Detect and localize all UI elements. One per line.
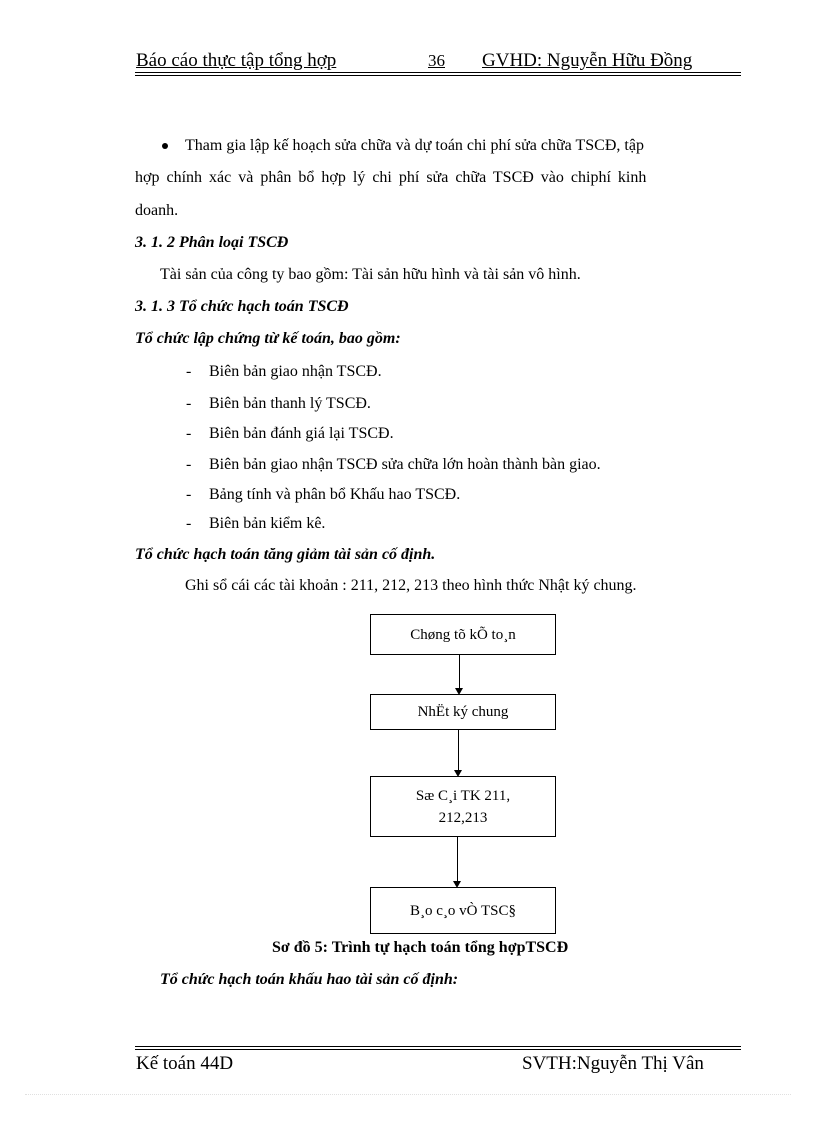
list-item: Biên bản đánh giá lại TSCĐ. — [209, 425, 394, 442]
header-title: Báo cáo thực tập tổng hợp — [136, 50, 337, 71]
flow-box-nhat-ky — [370, 694, 556, 730]
list-item: Biên bản giao nhận TSCĐ sửa chữa lớn hoàn thành bàn giao. — [209, 456, 601, 473]
footer-rule-1 — [135, 1046, 741, 1047]
bullet-line-1: Tham gia lập kế hoạch sửa chữa và dự toán chi phí sửa chữa TSCĐ, tập — [185, 137, 644, 154]
bullet-line-3: doanh. — [135, 202, 179, 219]
flow-connector — [459, 655, 460, 688]
flow-box-label-line1: Sæ C¸i TK 211, — [415, 787, 511, 804]
list-item: Biên bản kiểm kê. — [209, 515, 326, 532]
flow-box-label: B¸o c¸o vÒ TSC§ — [410, 902, 516, 919]
bullet-dot — [162, 143, 168, 149]
paragraph-ghi-so: Ghi sổ cái các tài khoản : 211, 212, 213 theo hình thức Nhật ký chung. — [185, 577, 637, 594]
header-page-number: 36 — [428, 51, 445, 70]
list-dash: - — [186, 425, 192, 442]
flow-box-so-cai — [370, 776, 556, 837]
list-item: Bảng tính và phân bổ Khấu hao TSCĐ. — [209, 486, 461, 503]
flow-box-label-line2: 212,213 — [438, 809, 488, 826]
footer-rule-2 — [135, 1049, 741, 1050]
flow-box-label: NhËt ký chung — [417, 704, 509, 720]
list-item: Biên bản giao nhận TSCĐ. — [209, 363, 382, 380]
subheading-khau-hao: Tổ chức hạch toán khấu hao tài sản cố định: — [160, 971, 459, 988]
header-supervisor: GVHD: Nguyễn Hữu Đồng — [482, 50, 693, 71]
flow-connector — [457, 837, 458, 881]
list-dash: - — [186, 486, 192, 503]
list-dash: - — [186, 363, 192, 380]
subheading-tang-giam: Tổ chức hạch toán tăng giảm tài sản cố định. — [135, 546, 436, 563]
flow-box-label: Chøng tõ kÕ to¸n — [410, 626, 516, 643]
flow-box-bao-cao — [370, 887, 556, 934]
footer-class: Kế toán 44D — [136, 1053, 234, 1074]
flowchart-caption: Sơ đồ 5: Trình tự hạch toán tổng hợpTSCĐ — [272, 939, 569, 956]
page-bottom-divider — [25, 1094, 791, 1095]
list-item: Biên bản thanh lý TSCĐ. — [209, 395, 371, 412]
flow-box-chung-tu — [370, 614, 556, 655]
flow-connector — [458, 730, 459, 770]
bullet-line-2: hợp chính xác và phân bổ hợp lý chi phí sửa chữa TSCĐ vào chiphí kinh — [135, 169, 647, 186]
footer-student: SVTH:Nguyễn Thị Vân — [522, 1053, 704, 1074]
header-rule-1 — [135, 72, 741, 73]
paragraph-3-1-2: Tài sản của công ty bao gồm: Tài sản hữu hình và tài sản vô hình. — [160, 266, 581, 283]
heading-3-1-2: 3. 1. 2 Phân loại TSCĐ — [135, 234, 289, 251]
list-dash: - — [186, 395, 192, 412]
subheading-chung-tu: Tổ chức lập chứng từ kế toán, bao gồm: — [135, 330, 401, 347]
header-rule-2 — [135, 75, 741, 76]
heading-3-1-3: 3. 1. 3 Tổ chức hạch toán TSCĐ — [135, 298, 349, 315]
list-dash: - — [186, 456, 192, 473]
list-dash: - — [186, 515, 192, 532]
